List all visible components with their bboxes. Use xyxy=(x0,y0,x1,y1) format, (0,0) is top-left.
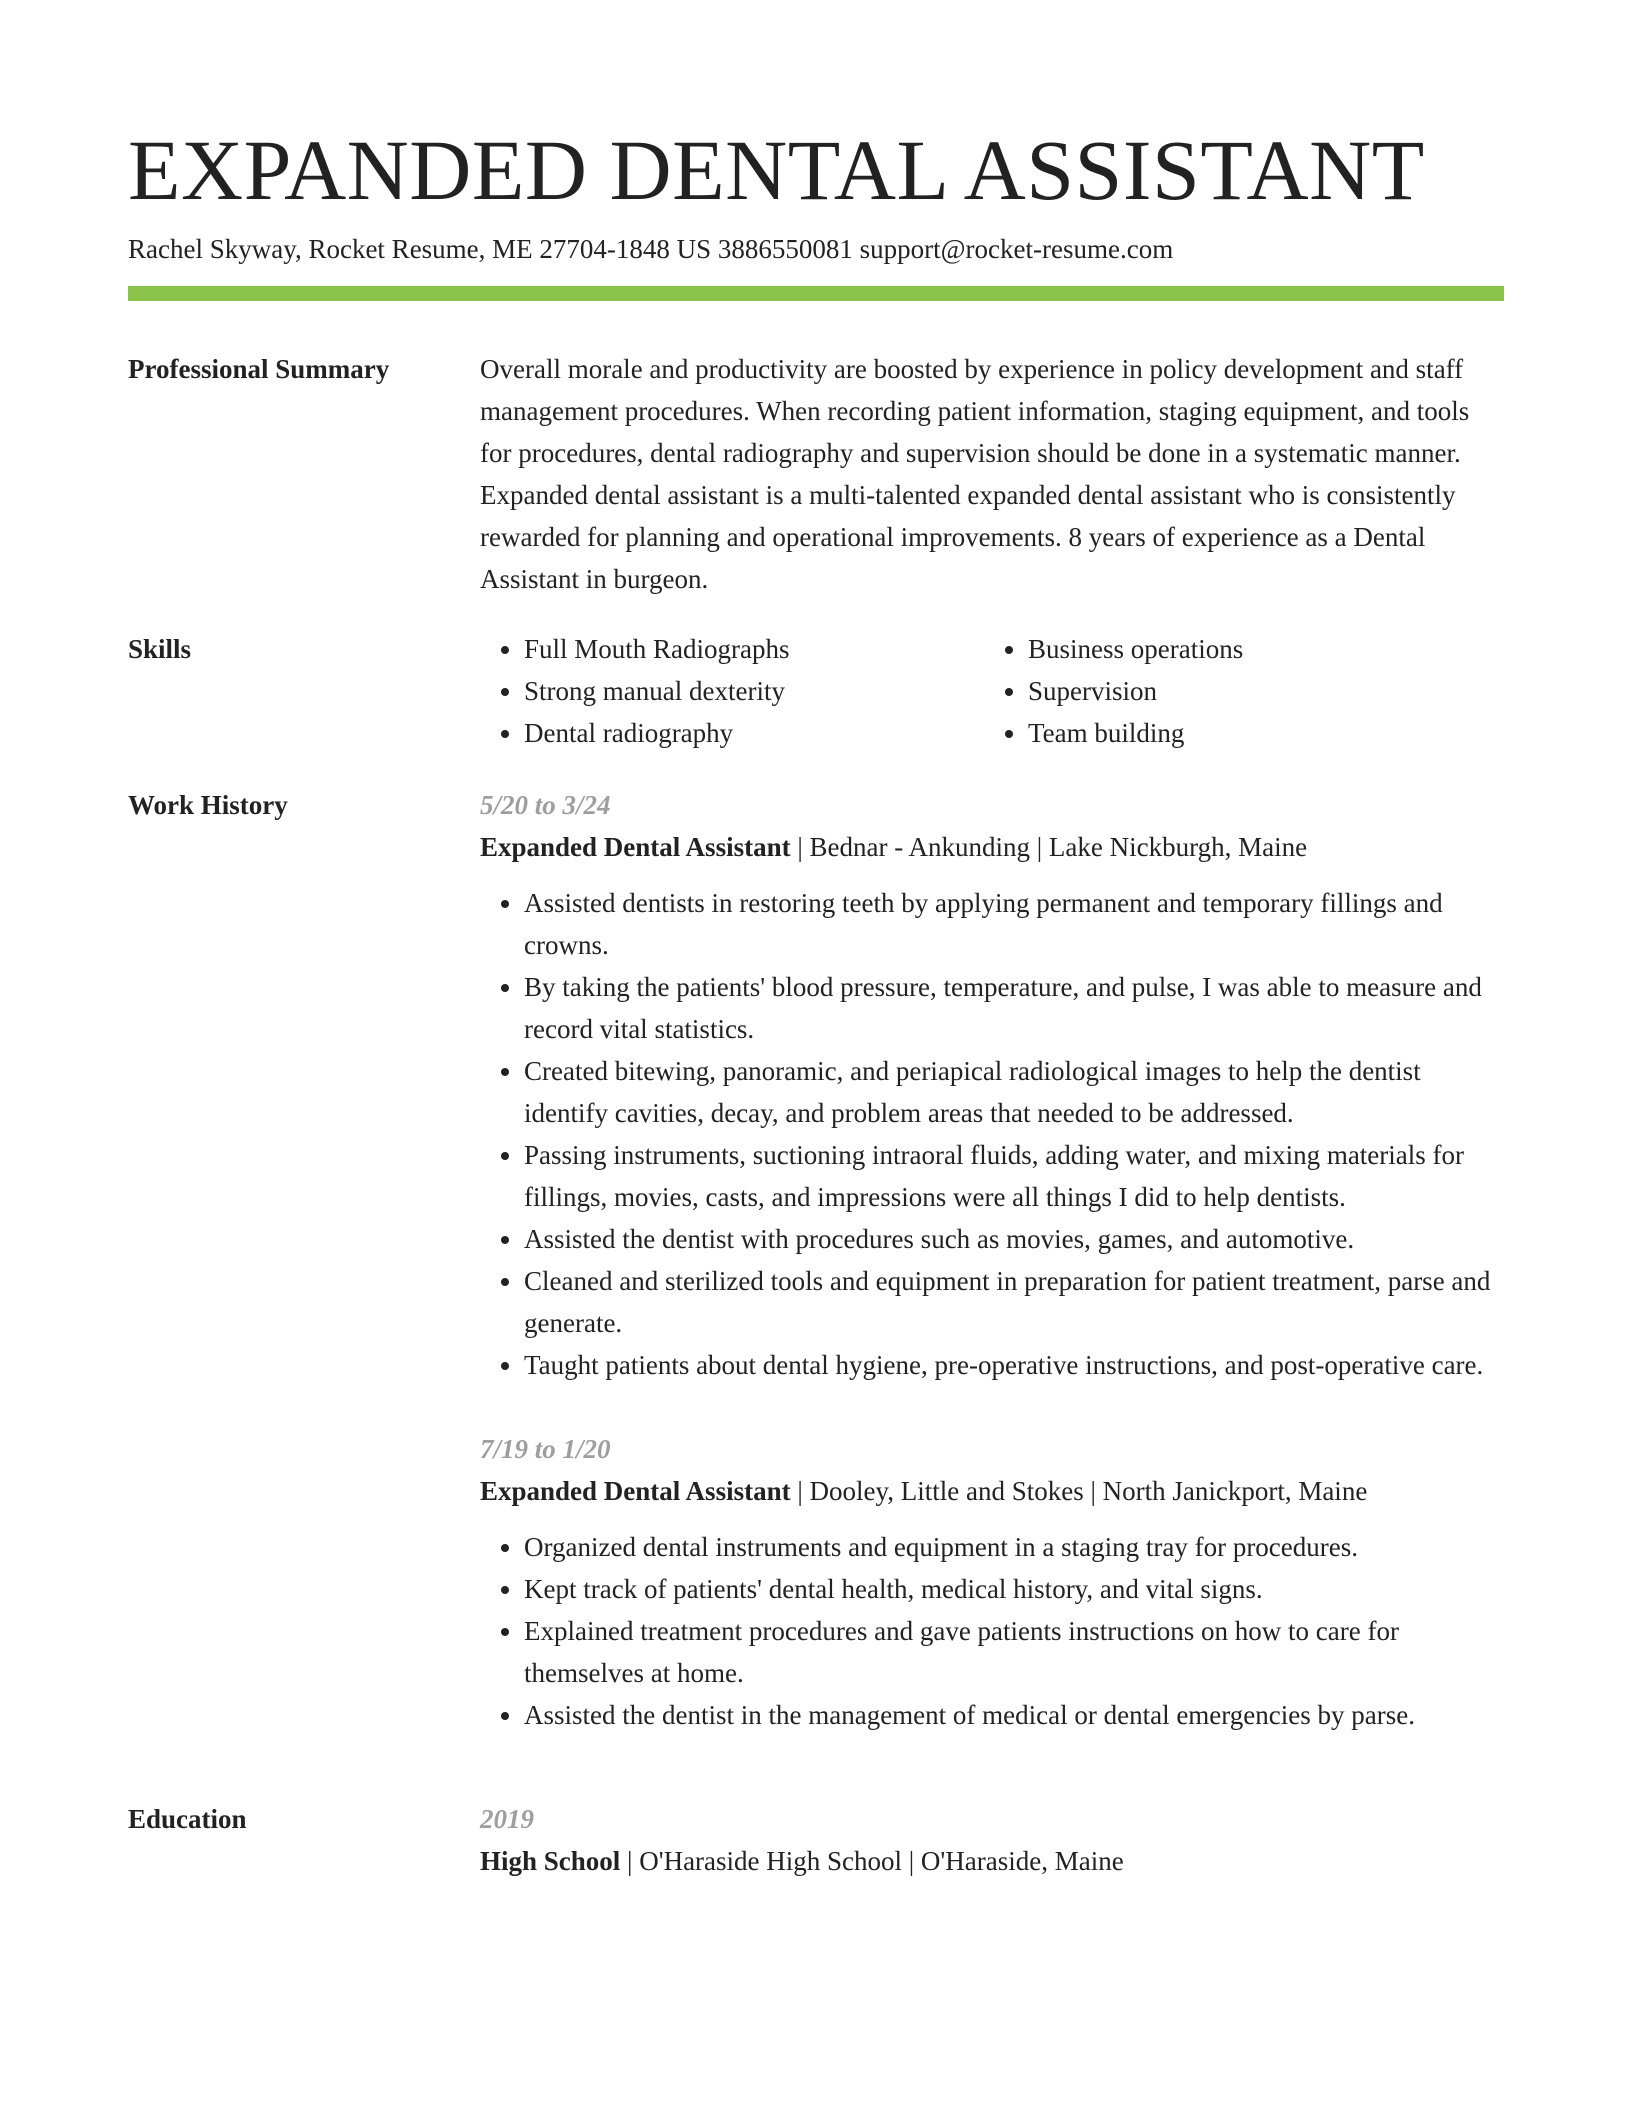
summary-label: Professional Summary xyxy=(128,354,390,384)
job-entry xyxy=(480,1428,1504,1736)
job-date: 7/19 to 1/20 xyxy=(480,1434,611,1464)
list-item: • Created bitewing, panoramic, and periapical radiological images to help the dentist identify cavities, decay, and problem areas that needed to be addressed. xyxy=(524,1050,1504,1134)
job-title: Expanded Dental Assistant xyxy=(480,1476,791,1506)
job-date: 5/20 to 3/24 xyxy=(480,790,611,820)
summary-body xyxy=(480,348,1504,600)
skills-list-left xyxy=(480,628,984,754)
job-heading xyxy=(480,1470,1504,1512)
list-item: • Passing instruments, suctioning intraoral fluids, adding water, and mixing materials for fillings, movies, casts, and impressions were all things I did to help dentists. xyxy=(524,1134,1504,1218)
skill-item: • Supervision xyxy=(1028,670,1488,712)
skill-item: • Full Mouth Radiographs xyxy=(524,628,984,670)
job-bullets xyxy=(480,1526,1504,1736)
job-details: | Dooley, Little and Stokes | North Janickport, Maine xyxy=(790,1476,1368,1506)
list-item: • Explained treatment procedures and gave patients instructions on how to care for themselves at home. xyxy=(524,1610,1504,1694)
education-body xyxy=(480,1798,1504,1882)
list-item: • By taking the patients' blood pressure, temperature, and pulse, I was able to measure and record vital statistics. xyxy=(524,966,1504,1050)
skills-label: Skills xyxy=(128,634,192,664)
skill-item: • Team building xyxy=(1028,712,1488,754)
list-item: • Organized dental instruments and equipment in a staging tray for procedures. xyxy=(524,1526,1504,1568)
education-date: 2019 xyxy=(480,1804,534,1834)
list-item: • Cleaned and sterilized tools and equipment in preparation for patient treatment, parse and generate. xyxy=(524,1260,1504,1344)
summary-text: Overall morale and productivity are boosted by experience in policy development and staff management procedures. When recording patient information, staging equipment, and tools for procedures, dental radiography and supervision should be done in a systematic manner. Expanded dental assistant is a multi-talented expanded dental assistant who is consistently rewarded for planning and operational improvements. 8 years of experience as a Dental Assistant in burgeon. xyxy=(480,354,1470,594)
contact-line: Rachel Skyway, Rocket Resume, ME 27704-1848 US 3886550081 support@rocket-resume.com xyxy=(128,234,1174,264)
list-item: • Taught patients about dental hygiene, pre-operative instructions, and post-operative care. xyxy=(524,1344,1504,1386)
skills-body xyxy=(480,628,1504,754)
job-heading xyxy=(480,826,1504,868)
skill-item: • Business operations xyxy=(1028,628,1488,670)
education-heading xyxy=(480,1840,1504,1882)
skill-item: • Dental radiography xyxy=(524,712,984,754)
list-item: • Assisted the dentist with procedures such as movies, games, and automotive. xyxy=(524,1218,1504,1260)
list-item: • Assisted dentists in restoring teeth by applying permanent and temporary fillings and crowns. xyxy=(524,882,1504,966)
skill-item: • Strong manual dexterity xyxy=(524,670,984,712)
job-title: Expanded Dental Assistant xyxy=(480,832,791,862)
accent-divider xyxy=(128,286,1504,301)
education-label: Education xyxy=(128,1804,247,1834)
list-item: • Assisted the dentist in the management of medical or dental emergencies by parse. xyxy=(524,1694,1504,1736)
resume-title: EXPANDED DENTAL ASSISTANT xyxy=(128,122,1425,218)
job-details: | Bednar - Ankunding | Lake Nickburgh, Maine xyxy=(790,832,1308,862)
skills-list-right xyxy=(984,628,1488,754)
work-history-body xyxy=(480,784,1504,1736)
education-degree: High School xyxy=(480,1846,621,1876)
list-item: • Kept track of patients' dental health, medical history, and vital signs. xyxy=(524,1568,1504,1610)
job-entry xyxy=(480,784,1504,1386)
education-details: | O'Haraside High School | O'Haraside, Maine xyxy=(620,1846,1124,1876)
job-bullets xyxy=(480,882,1504,1386)
work-history-label: Work History xyxy=(128,790,288,820)
